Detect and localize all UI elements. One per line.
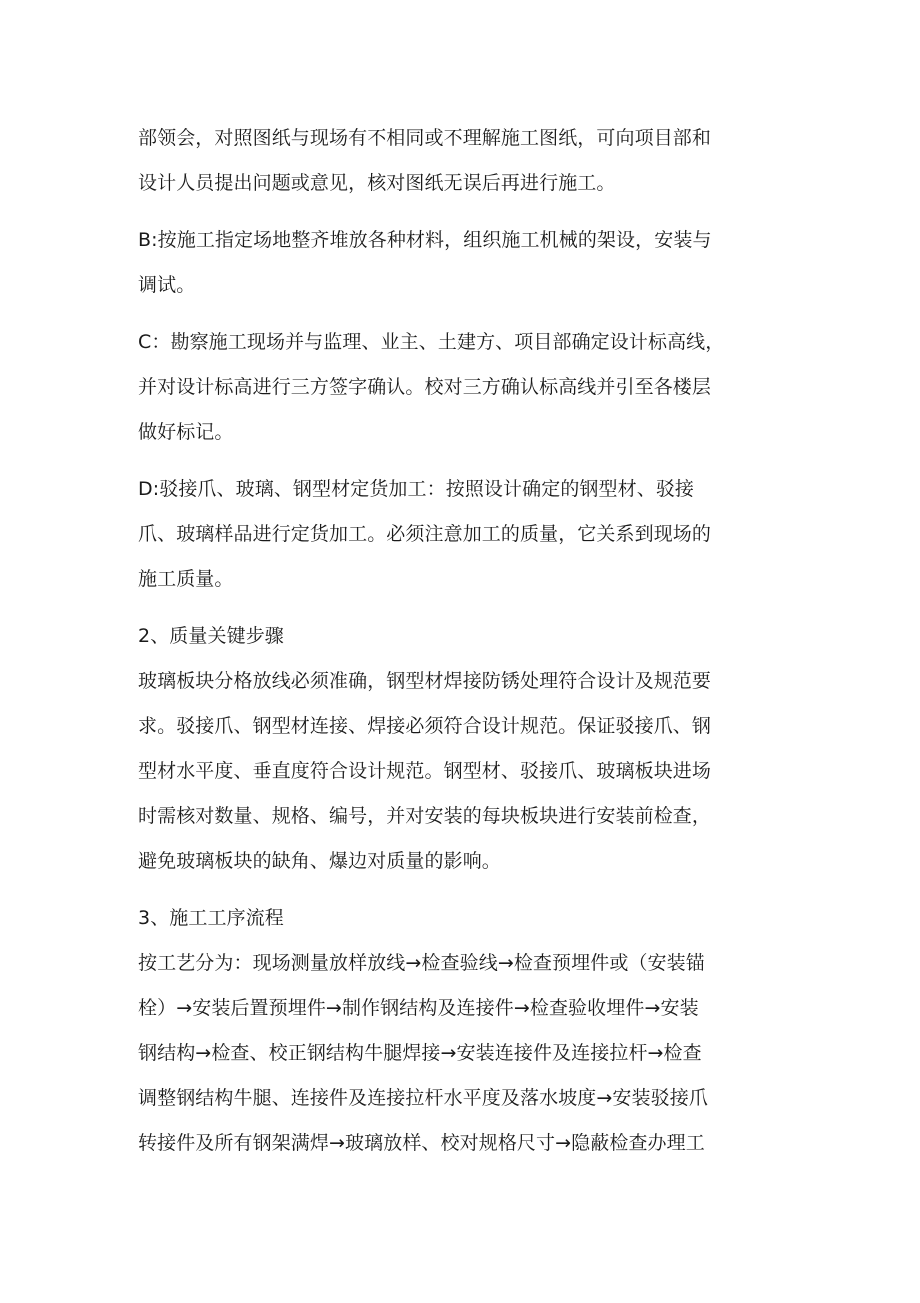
text-line: 求。驳接爪、钢型材连接、焊接必须符合设计规范。保证驳接爪、钢 bbox=[138, 715, 712, 737]
text-line: 施工质量。 bbox=[138, 568, 234, 590]
text-line: 型材水平度、垂直度符合设计规范。钢型材、驳接爪、玻璃板块进场 bbox=[138, 760, 712, 782]
text-line: 调试。 bbox=[138, 274, 196, 296]
text-line: 爪、玻璃样品进行定货加工。必须注意加工的质量，它关系到现场的 bbox=[138, 523, 712, 545]
text-line: B:按施工指定场地整齐堆放各种材料，组织施工机械的架设，安装与 bbox=[138, 229, 712, 251]
section-construction-process bbox=[138, 896, 758, 1166]
text-line: 做好标记。 bbox=[138, 421, 234, 443]
document-body bbox=[138, 116, 758, 1178]
text-line: 玻璃板块分格放线必须准确，钢型材焊接防锈处理符合设计及规范要 bbox=[138, 670, 712, 692]
text-line: 部领会，对照图纸与现场有不相同或不理解施工图纸，可向项目部和 bbox=[138, 127, 712, 149]
text-line: C：勘察施工现场并与监理、业主、土建方、项目部确定设计标高线， bbox=[138, 331, 725, 353]
text-line: 设计人员提出问题或意见，核对图纸无误后再进行施工。 bbox=[138, 172, 616, 194]
text-line: 钢结构→检查、校正钢结构牛腿焊接→安装连接件及连接拉杆→检查 bbox=[138, 1042, 702, 1064]
text-line: 调整钢结构牛腿、连接件及连接拉杆水平度及落水坡度→安装驳接爪 bbox=[138, 1087, 708, 1109]
text-line: D:驳接爪、玻璃、钢型材定货加工：按照设计确定的钢型材、驳接 bbox=[138, 478, 695, 500]
section-heading: 3、施工工序流程 bbox=[138, 907, 284, 929]
text-line: 并对设计标高进行三方签字确认。校对三方确认标高线并引至各楼层 bbox=[138, 376, 712, 398]
paragraph-item-c bbox=[138, 320, 758, 455]
text-line: 时需核对数量、规格、编号，并对安装的每块板块进行安装前检查， bbox=[138, 805, 712, 827]
section-quality-key-steps bbox=[138, 614, 758, 884]
paragraph-drawing-review bbox=[138, 116, 758, 206]
paragraph-item-b bbox=[138, 218, 758, 308]
paragraph-item-d bbox=[138, 467, 758, 602]
text-line: 栓）→安装后置预埋件→制作钢结构及连接件→检查验收埋件→安装 bbox=[138, 997, 699, 1019]
text-line: 按工艺分为：现场测量放样放线→检查验线→检查预埋件或（安装锚 bbox=[138, 952, 705, 974]
section-heading: 2、质量关键步骤 bbox=[138, 625, 284, 647]
text-line: 避免玻璃板块的缺角、爆边对质量的影响。 bbox=[138, 850, 501, 872]
text-line: 转接件及所有钢架满焊→玻璃放样、校对规格尺寸→隐蔽检查办理工 bbox=[138, 1132, 705, 1154]
